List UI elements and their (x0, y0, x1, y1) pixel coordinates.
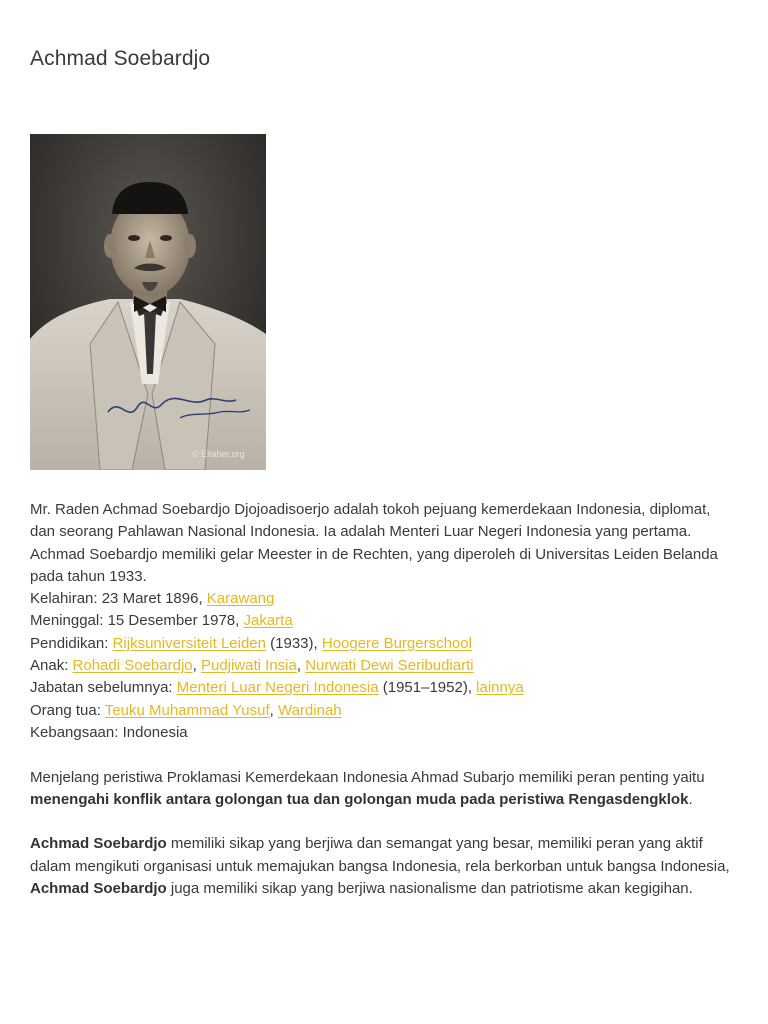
fact-label: Orang tua: (30, 701, 101, 719)
fact-label: Kelahiran: (30, 590, 98, 608)
paragraph-gap (30, 811, 730, 833)
fact-value: (1951–1952), (382, 679, 472, 697)
fact-label: Meninggal: (30, 612, 104, 630)
link-hoogere-burgerschool[interactable]: Hoogere Burgerschool (321, 634, 472, 652)
fact-value: Indonesia (122, 723, 188, 741)
paragraph-text: memiliki sikap yang berjiwa dan semangat yang besar, memiliki peran yang aktif dalam mengikuti organisasi untuk memajukan bangsa Indonesia, rela berkorban untuk bangsa Indonesia, (30, 835, 730, 875)
fact-label: Kebangsaan: (30, 723, 119, 741)
paragraph-text: Menjelang peristiwa Proklamasi Kemerdekaan Indonesia Ahmad Subarjo memiliki peran penting yaitu (30, 768, 705, 786)
link-lainnya[interactable]: lainnya (476, 679, 524, 697)
link-pudjiwati-insia[interactable]: Pudjiwati Insia (200, 657, 297, 675)
fact-label: Pendidikan: (30, 634, 109, 652)
paragraph-bold-text: Achmad Soebardjo (30, 835, 167, 853)
link-rohadi-soebardjo[interactable]: Rohadi Soebardjo (72, 657, 193, 675)
article-body (30, 499, 730, 900)
intro-paragraph: Mr. Raden Achmad Soebardjo Djojoadisoerjo adalah tokoh pejuang kemerdekaan Indonesia, diplomat, dan seorang Pahlawan Nasional Indonesia. Ia adalah Menteri Luar Negeri Indonesia yang pertama. Achmad Soebardjo memiliki gelar Meester in de Rechten, yang diperoleh di Universitas Leiden Belanda pada tahun 1933. (30, 501, 718, 585)
paragraph-gap (30, 744, 730, 766)
fact-value: (1933), (270, 634, 318, 652)
separator: , (269, 701, 274, 719)
fact-death (30, 610, 730, 632)
link-nurwati-dewi-seribudiarti[interactable]: Nurwati Dewi Seribudiarti (305, 657, 474, 675)
paragraph-bold-text: Achmad Soebardjo (30, 880, 167, 898)
portrait-photo (30, 134, 266, 470)
watermark-text: © Eltaher.org (192, 449, 245, 459)
separator: , (296, 657, 302, 675)
fact-nationality (30, 722, 730, 744)
character-paragraph (30, 833, 730, 900)
paragraph-text: . (688, 790, 693, 808)
fact-children (30, 655, 730, 677)
fact-label: Anak: (30, 657, 69, 675)
link-rijksuniversiteit-leiden[interactable]: Rijksuniversiteit Leiden (112, 634, 266, 652)
fact-previous-office (30, 677, 730, 699)
separator: , (192, 657, 197, 675)
link-karawang[interactable]: Karawang (206, 590, 275, 608)
link-menteri-luar-negeri[interactable]: Menteri Luar Negeri Indonesia (176, 679, 379, 697)
link-teuku-muhammad-yusuf[interactable]: Teuku Muhammad Yusuf (104, 701, 270, 719)
fact-education (30, 633, 730, 655)
paragraph-bold-text: menengahi konflik antara golongan tua dan golongan muda pada peristiwa Rengasdengklok (30, 790, 689, 808)
fact-birth (30, 588, 730, 610)
fact-label: Jabatan sebelumnya: (30, 679, 173, 697)
link-jakarta[interactable]: Jakarta (243, 612, 293, 630)
fact-parents (30, 700, 730, 722)
proclamation-paragraph (30, 767, 730, 812)
paragraph-text: juga memiliki sikap yang berjiwa nasionalisme dan patriotisme akan kegigihan. (166, 880, 693, 898)
fact-value: 15 Desember 1978, (107, 612, 240, 630)
page-title: Achmad Soebardjo (30, 47, 211, 70)
link-wardinah[interactable]: Wardinah (277, 701, 342, 719)
fact-value: 23 Maret 1896, (101, 590, 203, 608)
